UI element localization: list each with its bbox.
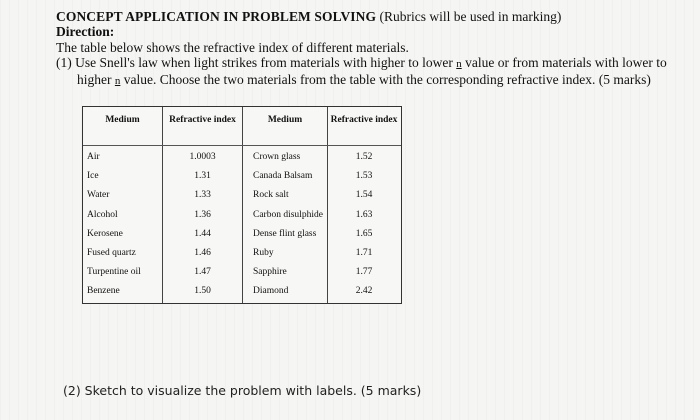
table-cell-refractive-index: 1.33 bbox=[194, 190, 211, 201]
table-cell-refractive-index: 1.50 bbox=[194, 286, 211, 297]
table-cell-refractive-index: 1.65 bbox=[355, 228, 373, 239]
table-cell-medium: Dense flint glass bbox=[253, 228, 317, 239]
question-2: (2) Sketch to visualize the problem with labels. (5 marks) bbox=[63, 383, 422, 398]
table-cell-medium: Ruby bbox=[253, 248, 274, 258]
question-1 bbox=[56, 55, 686, 89]
n-symbol: n bbox=[456, 58, 462, 70]
table-cell-refractive-index: 1.77 bbox=[355, 267, 373, 278]
refractive-index-table bbox=[82, 106, 402, 304]
table-cell-refractive-index: 1.36 bbox=[194, 209, 211, 220]
table-cell-medium: Fused quartz bbox=[87, 248, 136, 258]
heading-title: CONCEPT APPLICATION IN PROBLEM SOLVING bbox=[56, 9, 377, 24]
header-refractive-index-1: Refractive index bbox=[169, 115, 236, 125]
table-cell-medium: Crown glass bbox=[253, 152, 301, 162]
question-1-line1-end: value or from materials with lower to bbox=[465, 55, 667, 70]
table-cell-refractive-index: 1.0003 bbox=[189, 152, 216, 162]
table-cell-refractive-index: 1.44 bbox=[194, 228, 211, 239]
table-cell-medium: Alcohol bbox=[87, 209, 118, 220]
header-refractive-index-2: Refractive index bbox=[330, 115, 398, 125]
table-cell-medium: Carbon disulphide bbox=[253, 209, 323, 220]
direction-label: Direction: bbox=[56, 24, 115, 39]
table-cell-refractive-index: 1.53 bbox=[355, 171, 373, 182]
table-cell-medium: Air bbox=[87, 152, 100, 162]
table-cell-refractive-index: 1.52 bbox=[355, 152, 373, 162]
header-medium-1: Medium bbox=[105, 115, 140, 125]
n-symbol: n bbox=[114, 75, 121, 87]
table-cell-medium: Sapphire bbox=[253, 267, 287, 278]
table-cell-medium: Canada Balsam bbox=[253, 171, 313, 182]
table-cell-medium: Water bbox=[87, 190, 110, 201]
header-divider bbox=[83, 145, 401, 146]
table-cell-refractive-index: 1.54 bbox=[355, 190, 373, 201]
table-cell-refractive-index: 1.31 bbox=[194, 171, 211, 182]
table-cell-refractive-index: 1.63 bbox=[355, 209, 373, 220]
table-cell-medium: Rock salt bbox=[253, 190, 289, 201]
question-1-line2-start: higher bbox=[77, 72, 112, 87]
table-cell-refractive-index: 1.47 bbox=[194, 267, 211, 278]
table-cell-medium: Turpentine oil bbox=[87, 267, 141, 278]
question-1-line1: (1) Use Snell's law when light strikes from materials with higher to lower bbox=[56, 55, 453, 70]
table-cell-refractive-index: 2.42 bbox=[355, 286, 373, 297]
worksheet-heading bbox=[56, 8, 561, 25]
header-medium-2: Medium bbox=[267, 115, 303, 125]
heading-note: (Rubrics will be used in marking) bbox=[379, 9, 562, 24]
intro-text: The table below shows the refractive index of different materials. bbox=[56, 40, 409, 55]
table-cell-refractive-index: 1.71 bbox=[355, 248, 373, 258]
question-1-line2-end: value. Choose the two materials from the table with the corresponding refractive index. (5 marks) bbox=[123, 72, 651, 87]
table-cell-medium: Ice bbox=[87, 171, 99, 182]
table-cell-medium: Kerosene bbox=[87, 228, 123, 239]
table-cell-medium: Diamond bbox=[253, 286, 289, 297]
table-cell-refractive-index: 1.46 bbox=[194, 248, 211, 258]
table-cell-medium: Benzene bbox=[87, 286, 120, 297]
column-divider bbox=[242, 107, 243, 303]
